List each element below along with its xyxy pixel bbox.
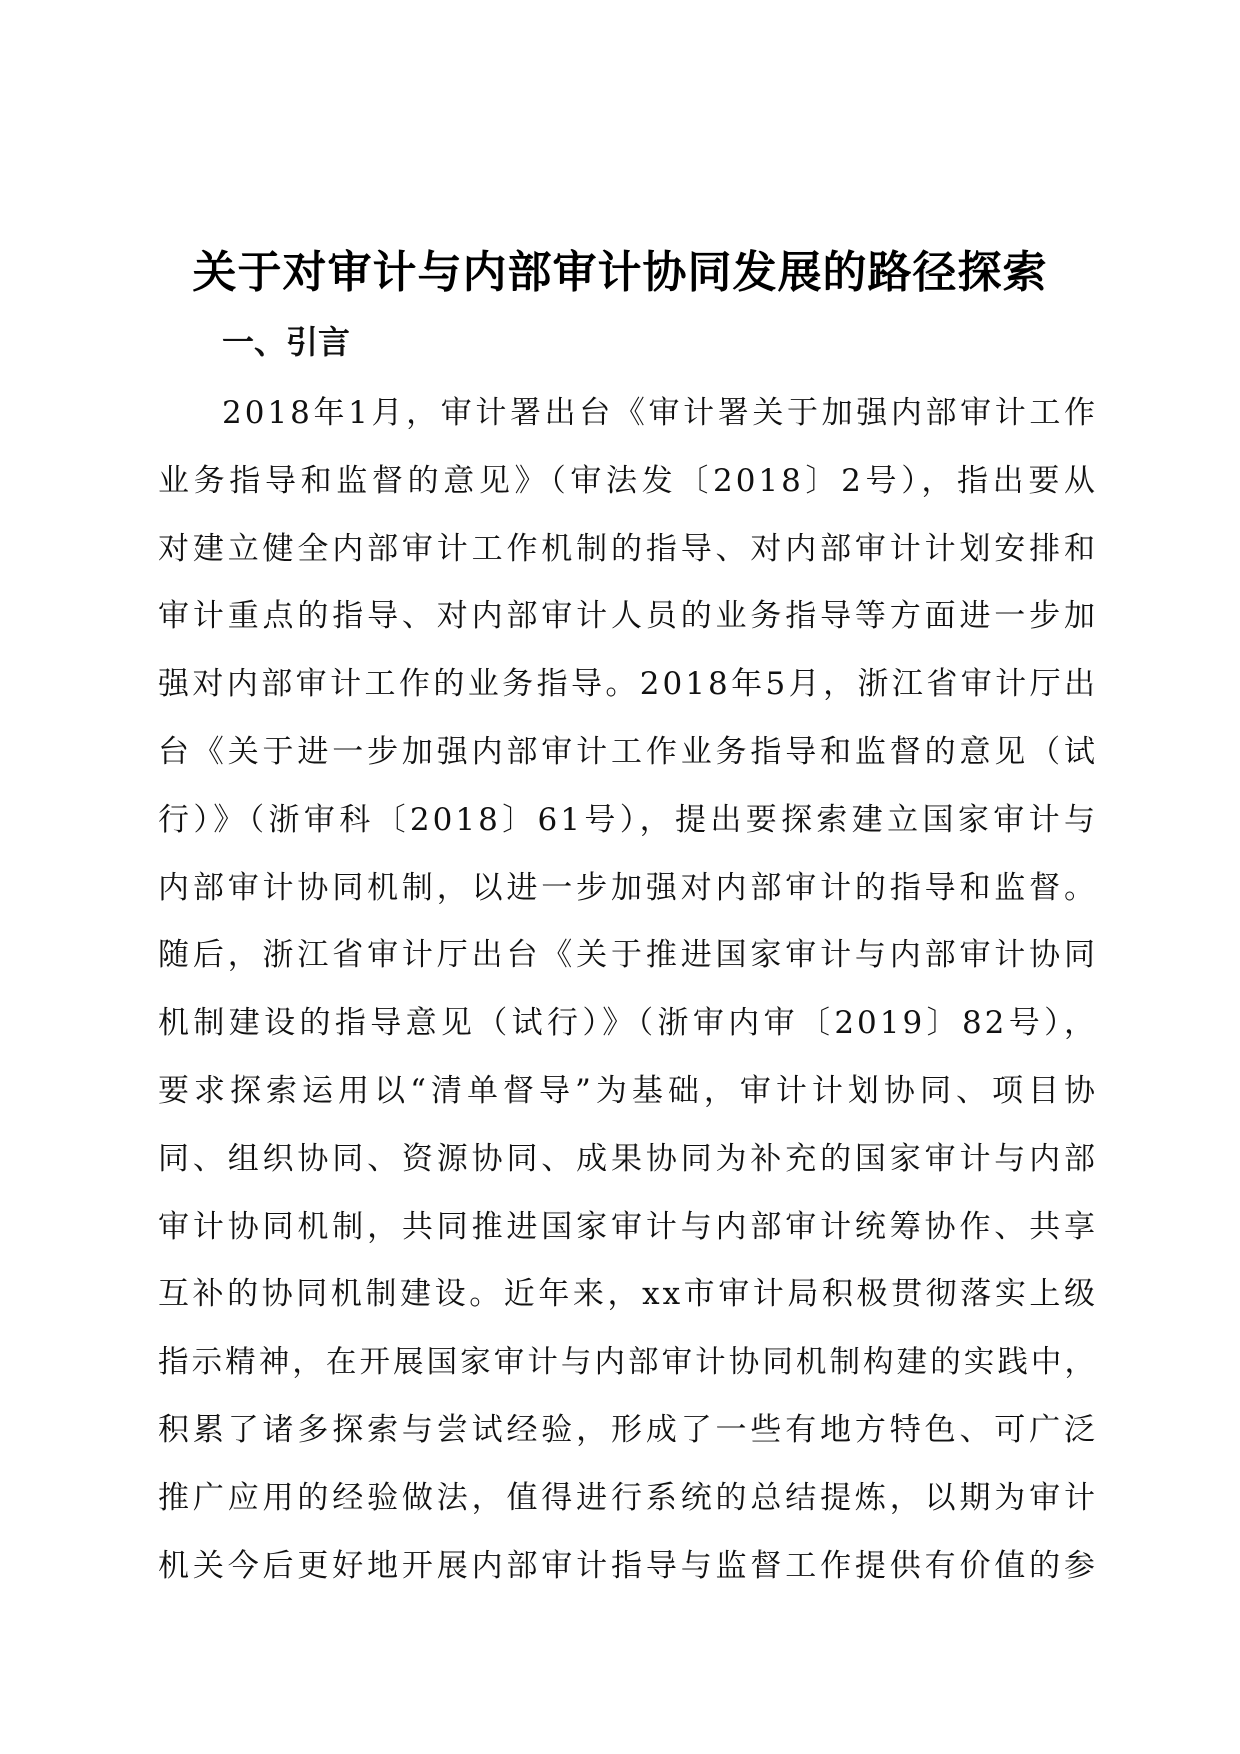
paragraph-line: 业务指导和监督的意见》（审法发〔2018〕2号），指出要从 [158, 462, 1098, 499]
paragraph-line: 强对内部审计工作的业务指导。2018年5月，浙江省审计厅出 [158, 666, 1098, 703]
paragraph-line: 要求探索运用以“清单督导”为基础，审计计划协同、项目协 [158, 1072, 1098, 1109]
paragraph-line: 行）》（浙审科〔2018〕61号），提出要探索建立国家审计与 [158, 801, 1098, 838]
paragraph-line: 同、组织协同、资源协同、成果协同为补充的国家审计与内部 [158, 1140, 1098, 1177]
paragraph-line: 推广应用的经验做法，值得进行系统的总结提炼，以期为审计 [158, 1479, 1098, 1516]
paragraph-line: 指示精神，在开展国家审计与内部审计协同机制构建的实践中， [158, 1345, 1098, 1381]
paragraph-line: 随后，浙江省审计厅出台《关于推进国家审计与内部审计协同 [158, 937, 1098, 974]
paragraph-line: 互补的协同机制建设。近年来，xx市审计局积极贯彻落实上级 [158, 1276, 1098, 1313]
body-paragraph [158, 380, 1098, 1600]
paragraph-line: 机制建设的指导意见（试行）》（浙审内审〔2019〕82号）， [158, 1005, 1098, 1042]
paragraph-line: 机关今后更好地开展内部审计指导与监督工作提供有价值的参 [158, 1547, 1098, 1584]
paragraph-line: 审计协同机制，共同推进国家审计与内部审计统筹协作、共享 [158, 1208, 1098, 1245]
section-heading: 一、引言 [222, 323, 351, 361]
paragraph-line: 积累了诸多探索与尝试经验，形成了一些有地方特色、可广泛 [158, 1411, 1098, 1448]
paragraph-line: 2018年1月，审计署出台《审计署关于加强内部审计工作 [222, 395, 1098, 431]
paragraph-line: 审计重点的指导、对内部审计人员的业务指导等方面进一步加 [158, 598, 1098, 635]
paragraph-line: 对建立健全内部审计工作机制的指导、对内部审计计划安排和 [158, 530, 1098, 567]
paragraph-line: 台《关于进一步加强内部审计工作业务指导和监督的意见（试 [158, 733, 1098, 770]
document-title: 关于对审计与内部审计协同发展的路径探索 [192, 247, 1048, 298]
paragraph-line: 内部审计协同机制，以进一步加强对内部审计的指导和监督。 [158, 869, 1098, 906]
